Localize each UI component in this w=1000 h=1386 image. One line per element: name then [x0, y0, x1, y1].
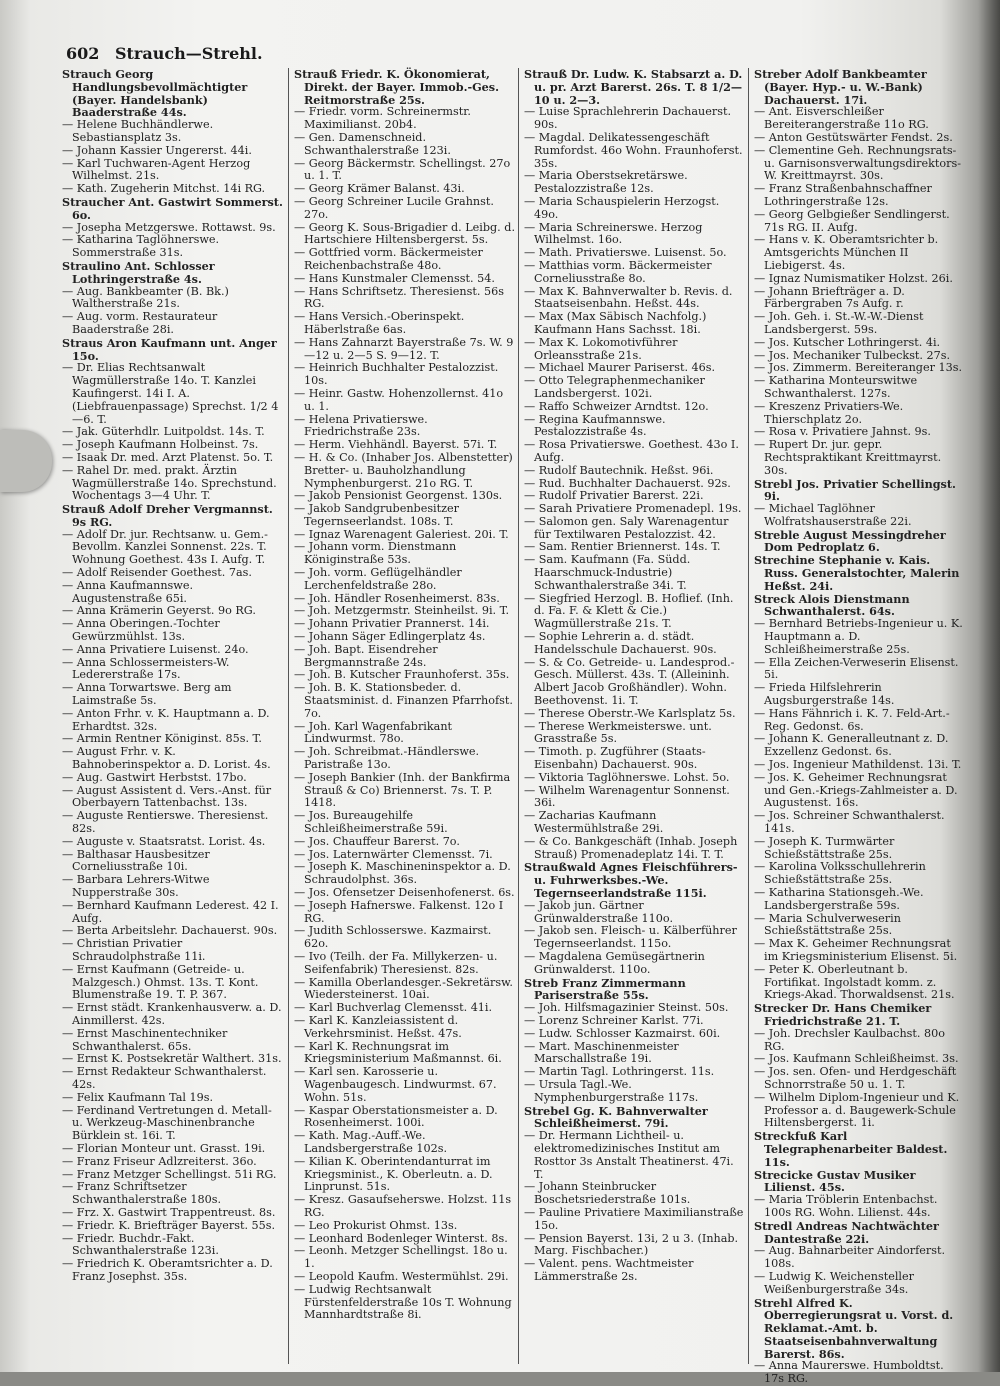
directory-entry: — Hans Zahnarzt Bayerstraße 7s. W. 9—12 u. 2—5 S. 9—12. T. [294, 335, 514, 362]
directory-entry: — Joh. B. K. Stationsbeder. d. Staatsminist. d. Finanzen Pfarrhofst. 7o. [294, 681, 513, 720]
directory-entry: — Leo Prokurist Ohmst. 13s. [294, 1218, 458, 1232]
directory-entry: Strechine Stephanie v. Kais. Russ. Generalstochter, Malerin Heßst. 24i. [754, 553, 960, 593]
directory-entry: — Math. Privatierswe. Luisenst. 5o. [524, 246, 727, 260]
directory-entry: — Karl Buchverlag Clemensst. 41i. [294, 1001, 493, 1015]
directory-entry: — Franz Schriftsetzer Schwanthalerstraße 180s. [62, 1180, 222, 1207]
directory-entry: — Jakob jun. Gärtner Grünwalderstraße 110o. [524, 898, 674, 925]
directory-entry: — Timoth. p. Zugführer (Staats-Eisenbahn) Dachauerst. 90s. [524, 745, 706, 772]
directory-entry: — Maria Tröblerin Entenbachst. 100s RG. Wohn. Lilienst. 44s. [754, 1193, 938, 1219]
directory-entry: — Rosa Privatierswe. Goethest. 43o I. Aufg. [524, 438, 739, 464]
directory-entry: — Jos. Mechaniker Tulbeckst. 27s. [754, 348, 951, 362]
directory-entry: — Johann Säger Edlingerplatz 4s. [294, 630, 486, 644]
directory-entry: — Balthasar Hausbesitzer Corneliusstraße 10i. [62, 847, 210, 874]
directory-entry: — Dr. Hermann Lichtheil- u. elektromedizinisches Institut am Rosttor 3s Anstalt Theatinerst. 47i. T. [524, 1129, 734, 1181]
directory-entry: — Joh. Händler Rosenheimerst. 83s. [294, 591, 500, 605]
directory-entry: — Joh. Karl Wagenfabrikant Lindwurmst. 78o. [294, 719, 453, 746]
directory-entry: — Jos. Chauffeur Barerst. 7o. [294, 834, 460, 848]
directory-entry: — Joseph K. Turmwärter Schießstättstraße 25s. [754, 834, 895, 861]
directory-entry: — Heinrich Buchhalter Pestalozzist. 10s. [294, 361, 499, 388]
directory-entry: — Anton Frhr. v. K. Hauptmann a. D. Erhardtst. 32s. [62, 706, 270, 733]
directory-entry: — Josepha Metzgerswe. Rottawst. 9s. [62, 220, 276, 234]
directory-entry: — Johann Privatier Prannerst. 14i. [294, 617, 490, 631]
column-2 [294, 68, 516, 1368]
directory-entry: — Regina Kaufmannswe. Pestalozzistraße 4s. [524, 412, 666, 439]
directory-entry: — Lorenz Schreiner Karlst. 77i. [524, 1013, 704, 1027]
directory-entry: — Anna Privatiere Luisenst. 24o. [62, 642, 249, 656]
directory-entry: — Max K. Geheimer Rechnungsrat im Kriegsministerium Elisenst. 5i. [754, 937, 958, 963]
directory-entry: — Valent. pens. Wachtmeister Lämmerstraße 2s. [524, 1257, 694, 1283]
directory-entry: — Dr. Elias Rechtsanwalt Wagmüllerstraße 14o. T. Kanzlei Kaufingerst. 14i I. A. (Liebfrauenpassage) Sprechst. 1/2 4—6. T. [62, 361, 279, 426]
directory-entry: — Max K. Bahnverwalter b. Revis. d. Staatseisenbahn. Heßst. 44s. [524, 284, 733, 311]
directory-entry: — Auguste v. Staatsratst. Lorist. 4s. [62, 834, 266, 848]
directory-entry: — Jos. Zimmerm. Bereiteranger 13s. [754, 361, 963, 375]
directory-entry: Strauß Friedr. K. Ökonomierat, Direkt. der Bayer. Immob.-Ges. Reitmorstraße 25s. [294, 67, 499, 107]
directory-entry: — Rudolf Privatier Barerst. 22i. [524, 489, 704, 503]
directory-entry: — S. & Co. Getreide- u. Landesprod.-Gesch. Müllerst. 43s. T. (Alleininh. Albert Jacob Großhändler). Wohn. Beethovenst. 1i. T. [524, 655, 735, 708]
directory-entry: — Friedrich K. Oberamtsrichter a. D. Franz Josephst. 35s. [62, 1257, 273, 1283]
directory-entry: — Sam. Rentier Briennerst. 14s. T. [524, 540, 721, 554]
directory-entry: — Bernhard Kaufmann Lederest. 42 I. Aufg. [62, 898, 279, 925]
directory-entry: — Herm. Viehhändl. Bayerst. 57i. T. [294, 438, 498, 452]
directory-entry: — Jak. Güterhdlr. Luitpoldst. 14s. T. [62, 425, 265, 439]
directory-entry: — Judith Schlosserswe. Kazmairst. 62o. [294, 924, 492, 951]
directory-entry: Strebl Jos. Privatier Schellingst. 9i. [754, 476, 956, 504]
directory-entry: Strecker Dr. Hans Chemiker Friedrichstraße 21. T. [754, 1001, 932, 1028]
directory-entry: — Georg Bäckermstr. Schellingst. 27o u. 1. T. [294, 156, 511, 183]
directory-entry: — Ferdinand Vertretungen d. Metall- u. Werkzeug-Maschinenbranche Bürklein st. 16i. T. [62, 1103, 272, 1143]
directory-entry: — Kath. Mag.-Auff.-We. Landsbergerstraße 102s. [294, 1129, 448, 1155]
directory-entry: — Joh. vorm. Geflügelhändler Lerchenfeldstraße 28o. [294, 566, 462, 592]
directory-entry: — Michael Taglöhner Wolfratshauserstraße 22i. [754, 502, 912, 528]
directory-entry: — Friedr. Buchdr.-Fakt. Schwanthalerstraße 123i. [62, 1231, 219, 1258]
directory-entry: — Isaak Dr. med. Arzt Platenst. 5o. T. [62, 450, 274, 464]
directory-entry: — Viktoria Taglöhnerswe. Lohst. 5o. [524, 770, 730, 784]
directory-entry: — Johann Kassier Ungererst. 44i. [62, 143, 252, 157]
directory-entry: — Michael Maurer Pariserst. 46s. [524, 361, 716, 375]
directory-entry: — Raffo Schweizer Arndtst. 12o. [524, 399, 709, 413]
directory-entry: — Jos. Kutscher Lothringerst. 4i. [754, 335, 941, 349]
directory-entry: Straus Aron Kaufmann unt. Anger 15o. [62, 335, 277, 363]
directory-entry: — Rahel Dr. med. prakt. Ärztin Wagmüllerstraße 14o. Sprechstund. Wochentags 3—4 Uhr. T. [62, 463, 277, 503]
directory-entry: — Aug. vorm. Restaurateur Baaderstraße 28i. [62, 310, 218, 336]
directory-entry: — Johann K. Generalleutnant z. D. Exzellenz Gedonst. 6s. [754, 732, 949, 759]
directory-entry: — August Assistent d. Vers.-Anst. für Oberbayern Tattenbachst. 13s. [62, 783, 272, 810]
directory-entry: — Helene Buchhändlerwe. Sebastiansplatz 3s. [62, 118, 214, 144]
directory-entry: — Anna Schlossermeisters-W. Ledererstraße 17s. [62, 655, 230, 682]
page-number: 602 [66, 44, 100, 63]
directory-entry: — Ludw. Schlosser Kazmairst. 60i. [524, 1026, 721, 1040]
directory-entry: — Ivo (Teilh. der Fa. Millykerzen- u. Seifenfabrik) Theresienst. 82s. [294, 949, 498, 976]
directory-entry: — Anna Krämerin Geyerst. 9o RG. [62, 604, 256, 618]
directory-entry: — Ernst K. Postsekretär Walthert. 31s. [62, 1052, 282, 1066]
directory-entry: — Georg Krämer Balanst. 43i. [294, 182, 465, 196]
directory-entry: — Franz Friseur Adlzreiterst. 36o. [62, 1154, 257, 1168]
directory-entry: — Friedr. vorm. Schreinermstr. Maximilianst. 20b4. [294, 105, 471, 132]
directory-entry: — Aug. Gastwirt Herbstst. 17bo. [62, 770, 247, 784]
directory-entry: — Katharina Monteurswitwe Schwanthalerst. 127s. [754, 374, 918, 400]
binding-shadow [978, 0, 1000, 1372]
directory-entry: Strauch Georg Handlungsbevollmächtigter (Bayer. Handelsbank) Baaderstraße 44s. [62, 67, 248, 120]
directory-entry: — Ernst Maschinentechniker Schwanthalerst. 65s. [62, 1026, 228, 1053]
directory-entry: — Magdal. Delikatessengeschäft Rumfordst. 46o Wohn. Fraunhoferst. 35s. [524, 130, 743, 170]
column-4 [754, 67, 966, 1386]
directory-entry: — Anna Maurerswe. Humboldtst. 17s RG. [754, 1359, 944, 1386]
directory-entry: Streb Franz Zimmermann Pariserstraße 55s. [524, 975, 686, 1003]
directory-entry: — Armin Rentner Königinst. 85s. T. [62, 732, 262, 746]
directory-entry: — Ernst Redakteur Schwanthalerst. 42s. [62, 1065, 267, 1091]
directory-entry: — Jos. Kaufmann Schleißheimst. 3s. [754, 1052, 959, 1066]
directory-entry: — Martin Tagl. Lothringerst. 11s. [524, 1065, 715, 1079]
directory-entry: — Gottfried vorm. Bäckermeister Reichenbachstraße 48o. [294, 246, 483, 272]
running-title: Strauch—Strehl. [114, 44, 263, 63]
directory-entry: — Matthias vorm. Bäckermeister Corneliusstraße 8o. [524, 258, 712, 285]
directory-entry: — Joh. Drechsler Kaulbachst. 80o RG. [754, 1026, 945, 1053]
directory-entry: — Auguste Rentierswe. Theresienst. 82s. [62, 809, 269, 836]
directory-entry: — Johann Steinbrucker Boschetsriederstraße 101s. [524, 1180, 691, 1207]
directory-entry: — Ursula Tagl.-We. Nymphenburgerstraße 117s. [524, 1077, 699, 1104]
directory-entry: Streble August Messingdreher Dom Pedroplatz 6. [754, 527, 946, 555]
directory-entry: — Ignaz Warenagent Galeriest. 20i. T. [294, 527, 509, 541]
directory-entry: Streckfuß Karl Telegraphenarbeiter Baldest. 11s. [754, 1129, 948, 1169]
directory-entry: — Jos. Schreiner Schwanthalerst. 141s. [754, 809, 945, 836]
directory-entry: — Rupert Dr. jur. gepr. Rechtspraktikant Kreittmayrst. 30s. [754, 438, 942, 477]
directory-entry: Straußwald Agnes Fleischführers-u. Fuhrwerksbes.-We. Tegernseerlandstraße 115i. [524, 860, 738, 900]
directory-entry: — Jos. Ingenieur Mathildenst. 13i. T. [754, 758, 962, 772]
directory-entry: — Johann vorm. Dienstmann Königinstraße 53s. [294, 540, 457, 567]
directory-entry: — Peter K. Oberleutnant b. Fortifikat. Ingolstadt komm. z. Kriegs-Akad. Thorwaldsenst. 21s. [754, 962, 955, 1002]
directory-entry: — Adolf Reisender Goethest. 7as. [62, 566, 252, 580]
directory-entry: — Maria Oberstsekretärswe. Pestalozzistraße 12s. [524, 169, 688, 196]
directory-entry: — Katharina Stationsgeh.-We. Landsbergerstraße 59s. [754, 886, 924, 912]
directory-entry: — Leonhard Bodenleger Winterst. 8s. [294, 1231, 508, 1245]
directory-entry: — Joh. B. Kutscher Fraunhoferst. 35s. [294, 668, 510, 682]
directory-entry: — Aug. Bankbeamter (B. Bk.) Waltherstraße 21s. [62, 284, 229, 311]
directory-entry: — Maria Schreinerswe. Herzog Wilhelmst. 16o. [524, 220, 703, 247]
directory-entry: — Ludwig K. Weichensteller Weißenburgerstraße 34s. [754, 1269, 914, 1296]
directory-entry: — Heinr. Gastw. Hohenzollernst. 41o u. 1. [294, 386, 504, 413]
column-divider [518, 68, 519, 1364]
directory-entry: — Ella Zeichen-Verweserin Elisenst. 5i. [754, 655, 959, 682]
directory-entry: — Clementine Geh. Rechnungsrats- u. Garnisonsverwaltungsdirektors-W. Kreittmayrst. 30s. [754, 143, 961, 183]
directory-entry: — Jos. sen. Ofen- und Herdgeschäft Schnorrstraße 50 u. 1. T. [754, 1065, 957, 1091]
directory-entry: — Joseph K. Maschineninspektor a. D. Schraudolphst. 36s. [294, 860, 511, 887]
directory-entry: Strauß Dr. Ludw. K. Stabsarzt a. D. u. pr. Arzt Barerst. 26s. T. 8 1/2—10 u. 2—3. [524, 67, 743, 107]
directory-entry: — Kreszenz Privatiers-We. Thierschplatz 2o. [754, 399, 904, 426]
directory-entry: — Joseph Bankier (Inh. der Bankfirma Strauß & Co) Briennerst. 7s. T. P. 1418. [294, 770, 511, 810]
page-tab-marker [0, 430, 52, 492]
directory-entry: — Jakob sen. Fleisch- u. Kälberführer Tegernseerlandst. 115o. [524, 924, 737, 951]
directory-entry: — Anton Gestütswärter Fendst. 2s. [754, 130, 953, 144]
directory-entry: Straucher Ant. Gastwirt Sommerst. 6o. [62, 194, 283, 222]
column-divider [288, 68, 289, 1364]
directory-entry: Strauß Adolf Dreher Vergmannst. 9s RG. [62, 502, 273, 529]
directory-entry: Streber Adolf Bankbeamter (Bayer. Hyp.- u. W.-Bank) Dachauerst. 17i. [754, 67, 927, 107]
directory-entry: Strebel Gg. K. Bahnverwalter Schleißheimerst. 79i. [524, 1103, 708, 1131]
directory-entry: — Ant. Eisverschleißer Bereiterangerstraße 11o RG. [754, 105, 929, 132]
directory-entry: — Hans Fähnrich i. K. 7. Feld-Art.-Reg. Gedonst. 6s. [754, 706, 950, 733]
directory-entry: — Pauline Privatiere Maximilianstraße 15o. [524, 1205, 744, 1232]
directory-entry: — Hans Kunstmaler Clemensst. 54. [294, 271, 495, 285]
directory-entry: — Kilian K. Oberintendanturrat im Kriegsminist., K. Oberleutn. a. D. Linprunst. 51s. [294, 1154, 493, 1194]
directory-entry: — Rosa v. Privatiere Jahnst. 9s. [754, 425, 931, 439]
directory-entry: — Jakob Sandgrubenbesitzer Tegernseerlandst. 108s. T. [294, 502, 459, 528]
directory-entry: — Maria Schulverweserin Schießstättstraße 25s. [754, 911, 901, 938]
directory-entry: — Kath. Zugeherin Mitchst. 14i RG. [62, 182, 266, 196]
directory-entry: — Ernst Kaufmann (Getreide- u. Malzgesch.) Ohmst. 13s. T. Kont. Blumenstraße 19. T. P. 367. [62, 962, 259, 1002]
directory-entry: — Rud. Buchhalter Dachauerst. 92s. [524, 476, 731, 490]
directory-entry: — Anna Kaufmannswe. Augustenstraße 65i. [62, 578, 194, 605]
directory-entry: — August Frhr. v. K. Bahnoberinspektor a. D. Lorist. 4s. [62, 745, 271, 772]
directory-entry: — Kaspar Oberstationsmeister a. D. Rosenheimerst. 100i. [294, 1103, 498, 1130]
directory-entry: — Hans Versich.-Oberinspekt. Häberlstraße 6as. [294, 310, 465, 336]
directory-entry: — Magdalena Gemüsegärtnerin Grünwalderst. 110o. [524, 949, 705, 976]
directory-entry: — Ludwig Rechtsanwalt Fürstenfelderstraße 10s T. Wohnung Mannhardtstraße 8i. [294, 1282, 512, 1322]
directory-entry: — Jos. Bureaugehilfe Schleißheimerstraße 59i. [294, 809, 448, 836]
directory-entry: Streck Alois Dienstmann Schwanthalerst. 64s. [754, 591, 910, 619]
directory-entry: — Rudolf Bautechnik. Heßst. 96i. [524, 463, 714, 477]
directory-entry: — Max (Max Säbisch Nachfolg.) Kaufmann Hans Sachsst. 18i. [524, 310, 707, 336]
directory-entry: — Kamilla Oberlandesger.-Sekretärsw. Wiedersteinerst. 10ai. [294, 975, 513, 1002]
directory-entry: — Georg Gelbgießer Sendlingerst. 71s RG. II. Aufg. [754, 207, 950, 234]
directory-entry: — Joseph Hafnerswe. Falkenst. 12o I RG. [294, 898, 504, 925]
directory-entry: — Jos. Ofensetzer Deisenhofenerst. 6s. [294, 886, 515, 899]
directory-entry: — Sarah Privatiere Promenadepl. 19s. [524, 502, 742, 516]
directory-entry: — Christian Privatier Schraudolphstraße 11i. [62, 937, 206, 963]
directory-entry: — Joh. Metzgermstr. Steinheilst. 9i. T. [294, 604, 510, 618]
directory-entry: — Joh. Geh. i. St.-W.-W.-Dienst Landsbergerst. 59s. [754, 310, 924, 336]
directory-entry: — Leonh. Metzger Schellingst. 18o u. 1. [294, 1244, 508, 1271]
directory-entry: — Karl K. Rechnungsrat im Kriegsministerium Maßmannst. 6i. [294, 1039, 502, 1066]
directory-entry: — Mart. Maschinenmeister Marschallstraße 19i. [524, 1039, 679, 1066]
directory-entry: Strehl Alfred K. Oberregierungsrat u. Vorst. d. Reklamat.-Amt. b. Staatseisenbahnverwaltung Barerst. 86s. [754, 1295, 954, 1361]
directory-entry: — Bernhard Betriebs-Ingenieur u. K. Hauptmann a. D. Schleißheimerstraße 25s. [754, 617, 963, 656]
directory-entry: — Hans Schriftsetz. Theresienst. 56s RG. [294, 284, 504, 311]
directory-entry: — H. & Co. (Inhaber Jos. Albenstetter) Bretter- u. Bauholzhandlung Nymphenburgerst. 21o RG. T. [294, 450, 513, 490]
directory-entry: — Sam. Kaufmann (Fa. Südd. Haarschmuck-Industrie) Schwanthalerstraße 34i. T. [524, 553, 691, 592]
directory-entry: — Aug. Bahnarbeiter Aindorferst. 108s. [754, 1244, 946, 1271]
directory-columns [62, 67, 970, 1386]
directory-entry: — Karl Tuchwaren-Agent Herzog Wilhelmst. 21s. [62, 156, 251, 183]
directory-entry: — Adolf Dr. jur. Rechtsanw. u. Gem.-Bevollm. Kanzlei Sonnenst. 22s. T. Wohnung Goethest. 43s I. Aufg. T. [62, 527, 268, 567]
directory-entry: — Frieda Hilfslehrerin Augsburgerstraße 14s. [754, 681, 895, 708]
directory-entry: — Helena Privatierswe. Friedrichstraße 23s. [294, 412, 428, 439]
directory-entry: — Leopold Kaufm. Westermühlst. 29i. [294, 1269, 509, 1283]
directory-entry: — Friedr. K. Briefträger Bayerst. 55s. [62, 1218, 276, 1232]
directory-entry: — Joh. Schreibmat.-Händlerswe. Paristraße 13o. [294, 745, 480, 772]
directory-entry: — Karl K. Kanzleiassistent d. Verkehrsminist. Heßst. 47s. [294, 1013, 462, 1040]
directory-entry: — Wilhelm Warenagentur Sonnenst. 36i. [524, 783, 730, 810]
directory-entry: — Johann Briefträger a. D. Färbergraben 7s Aufg. r. [754, 284, 905, 311]
directory-entry: — Georg K. Sous-Brigadier d. Leibg. d. Hartschiere Hiltensbergerst. 5s. [294, 220, 515, 247]
directory-entry: — Hans v. K. Oberamtsrichter b. Amtsgerichts München II Liebigerst. 4s. [754, 233, 939, 272]
directory-entry: — Therese Oberstr.-We Karlsplatz 5s. [524, 706, 736, 720]
directory-entry: — Pension Bayerst. 13i, 2 u 3. (Inhab. Marg. Fischbacher.) [524, 1231, 739, 1258]
directory-entry: — Kresz. Gasaufseherswe. Holzst. 11s RG. [294, 1193, 512, 1219]
directory-entry: — Sophie Lehrerin a. d. städt. Handelsschule Dachauerst. 90s. [524, 630, 717, 656]
directory-entry: — Karl sen. Karosserie u. Wagenbaugesch. Lindwurmst. 67. Wohn. 51s. [294, 1065, 497, 1104]
directory-entry: — Ernst städt. Krankenhausverw. a. D. Ainmillerst. 42s. [62, 1001, 282, 1027]
directory-entry: — Anna Oberingen.-Tochter Gewürzmühlst. 13s. [62, 617, 220, 644]
directory-entry: — Maria Schauspielerin Herzogst. 49o. [524, 194, 720, 221]
column-1 [62, 68, 284, 1368]
directory-entry: — Ignaz Numismatiker Holzst. 26i. [754, 271, 953, 285]
directory-entry: — Salomon gen. Saly Warenagentur für Textilwaren Pestalozzist. 42. [524, 514, 729, 541]
directory-entry: — Jos. Laternwärter Clemensst. 7i. [294, 847, 493, 861]
directory-entry: — Joseph Kaufmann Holbeinst. 7s. [62, 438, 259, 452]
directory-entry: Stredl Andreas Nachtwächter Dantestraße 22i. [754, 1218, 939, 1246]
directory-entry: — Siegfried Herzogl. B. Hoflief. (Inh. d. Fa. F. & Klett & Cie.) Wagmüllerstraße 21s. T. [524, 591, 734, 631]
directory-entry: — Max K. Lokomotivführer Orleansstraße 21s. [524, 335, 678, 362]
directory-entry: — Gen. Damenschneid. Schwanthalerstraße 123i. [294, 130, 451, 157]
directory-entry: — & Co. Bankgeschäft (Inhab. Joseph Strauß) Promenadeplatz 14i. T. T. [524, 834, 738, 861]
directory-entry: — Berta Arbeitslehr. Dachauerst. 90s. [62, 924, 278, 938]
column-divider [748, 68, 749, 1364]
directory-entry: — Zacharias Kaufmann Westermühlstraße 29i. [524, 809, 664, 836]
directory-entry: — Katharina Taglöhnerswe. Sommerstraße 31s. [62, 233, 220, 260]
directory-entry: — Therese Werkmeisterswe. unt. Grasstraße 5s. [524, 719, 712, 746]
directory-entry: Straulino Ant. Schlosser Lothringerstraße 4s. [62, 258, 215, 286]
directory-entry: — Wilhelm Diplom-Ingenieur und K. Professor a. d. Baugewerk-Schule Hiltensbergerst. 1i. [754, 1090, 960, 1130]
directory-entry: — Joh. Hilfsmagazinier Steinst. 50s. [524, 1001, 729, 1015]
directory-entry: — Karolina Volksschullehrerin Schießstättstraße 25s. [754, 860, 926, 887]
directory-entry: — Luise Sprachlehrerin Dachauerst. 90s. [524, 105, 731, 132]
directory-entry: — Barbara Lehrers-Witwe Nupperstraße 30s. [62, 873, 210, 899]
directory-entry: — Florian Monteur unt. Grasst. 19i. [62, 1141, 266, 1155]
directory-entry: Strecicke Gustav Musiker Lilienst. 45s. [754, 1167, 916, 1195]
column-3 [524, 68, 746, 1368]
directory-entry: — Georg Schreiner Lucile Grahnst. 27o. [294, 194, 494, 221]
directory-entry: — Otto Telegraphenmechaniker Landsbergerst. 102i. [524, 374, 705, 400]
directory-entry: — Franz Metzger Schellingst. 51i RG. [62, 1167, 277, 1181]
directory-entry: — Jos. K. Geheimer Rechnungsrat und Gen.-Kriegs-Zahlmeister a. D. Augustenst. 16s. [754, 770, 958, 810]
directory-entry: — Felix Kaufmann Tal 19s. [62, 1090, 214, 1104]
directory-entry: — Frz. X. Gastwirt Trappentreust. 8s. [62, 1205, 276, 1219]
directory-entry: — Jakob Pensionist Georgenst. 130s. [294, 489, 503, 503]
directory-entry: — Joh. Bapt. Eisendreher Bergmannstraße 24s. [294, 642, 438, 669]
directory-entry: — Anna Torwartswe. Berg am Laimstraße 5s. [62, 681, 232, 708]
directory-entry: — Franz Straßenbahnschaffner Lothringerstraße 12s. [754, 182, 932, 208]
